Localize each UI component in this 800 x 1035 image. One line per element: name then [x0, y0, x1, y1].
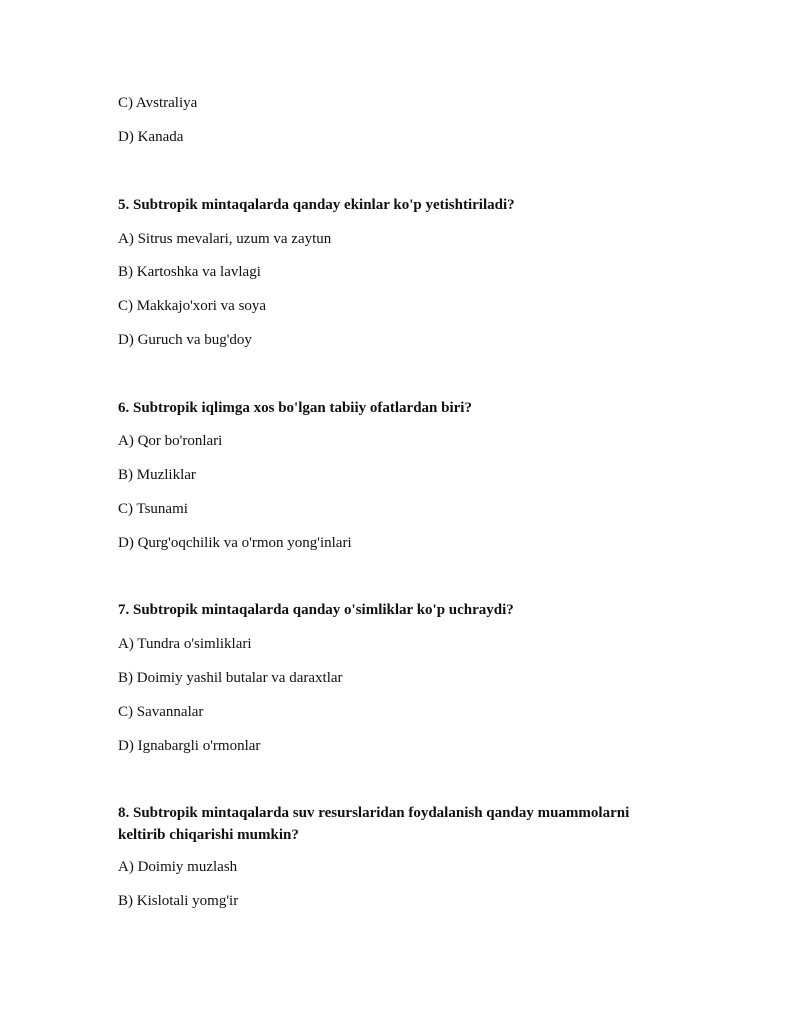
question-5-option-b: B) Kartoshka va lavlagi — [118, 264, 261, 280]
question-6-option-c: C) Tsunami — [118, 501, 188, 517]
question-5-option-a: A) Sitrus mevalari, uzum va zaytun — [118, 231, 332, 247]
question-5-option-c: C) Makkajo'xori va soya — [118, 298, 267, 314]
question-7: 7. Subtropik mintaqalarda qanday o'simliklar ko'p uchraydi? — [118, 602, 514, 618]
question-8-option-b: B) Kislotali yomg'ir — [118, 893, 239, 909]
question-7-option-a: A) Tundra o'simliklari — [118, 636, 252, 652]
option-d: D) Kanada — [118, 129, 184, 145]
question-5-option-d: D) Guruch va bug'doy — [118, 332, 252, 348]
question-5: 5. Subtropik mintaqalarda qanday ekinlar ko'p yetishtiriladi? — [118, 197, 515, 213]
question-7-option-d: D) Ignabargli o'rmonlar — [118, 738, 261, 754]
question-6-option-d: D) Qurg'oqchilik va o'rmon yong'inlari — [118, 535, 352, 551]
question-6-option-b: B) Muzliklar — [118, 467, 196, 483]
question-8-option-a: A) Doimiy muzlash — [118, 859, 238, 875]
question-6: 6. Subtropik iqlimga xos bo'lgan tabiiy ofatlardan biri? — [118, 400, 472, 416]
question-7-option-b: B) Doimiy yashil butalar va daraxtlar — [118, 670, 343, 686]
question-8: 8. Subtropik mintaqalarda suv resurslaridan foydalanish qanday muammolarni keltirib chiqarishi mumkin? — [118, 805, 630, 843]
question-7-option-c: C) Savannalar — [118, 704, 204, 720]
option-c: C) Avstraliya — [118, 95, 198, 111]
question-6-option-a: A) Qor bo'ronlari — [118, 433, 223, 449]
